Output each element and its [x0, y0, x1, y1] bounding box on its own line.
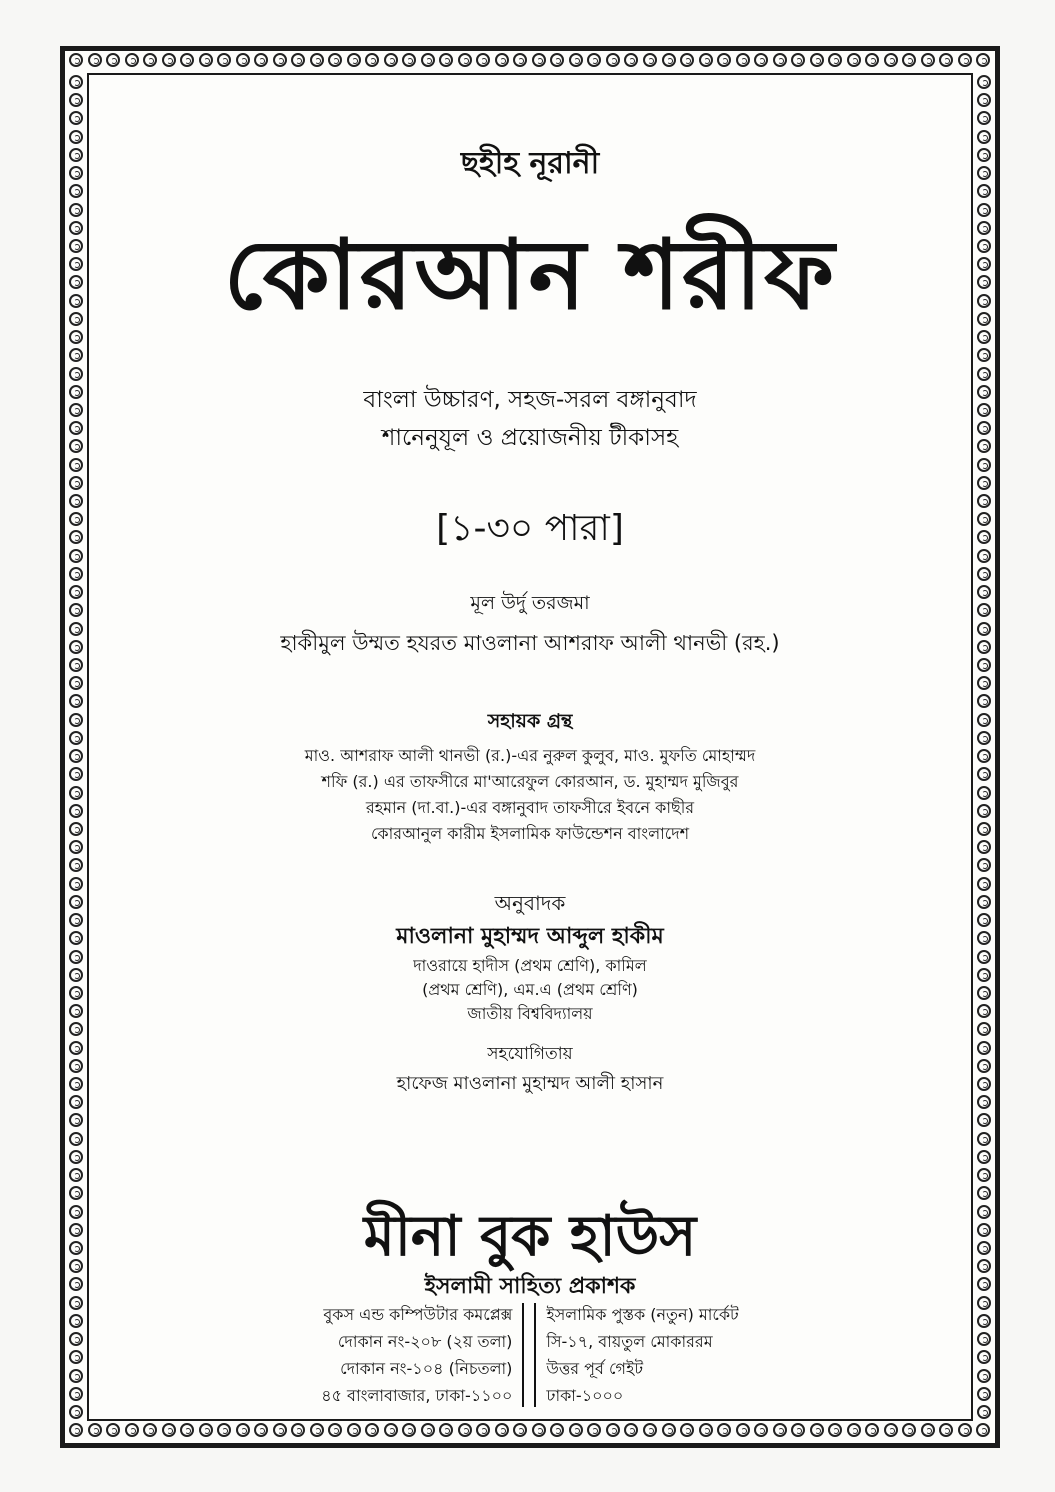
border-curl-ornament: [236, 1423, 250, 1437]
border-curl-ornament: [977, 330, 991, 344]
border-curl-ornament: [69, 1095, 83, 1109]
address-line: সি-১৭, বায়তুল মোকাররম: [546, 1332, 713, 1351]
border-curl-ornament: [977, 1259, 991, 1273]
border-curl-ornament: [958, 1423, 972, 1437]
border-curl-ornament: [69, 93, 83, 107]
border-curl-ornament: [791, 53, 805, 67]
border-curl-ornament: [810, 53, 824, 67]
border-curl-ornament: [69, 1387, 83, 1401]
border-curl-ornament: [69, 603, 83, 617]
border-curl-ornament: [476, 1423, 490, 1437]
reference-books-line: মাও. আশরাফ আলী থানভী (র.)-এর নুরুল কুলুব, মাও. মুফতি মোহাম্মদ: [304, 746, 756, 765]
border-curl-ornament: [624, 53, 638, 67]
publisher-address: [95, 1301, 965, 1409]
border-curl-ornament: [902, 1423, 916, 1437]
border-curl-ornament: [977, 585, 991, 599]
border-curl-ornament: [69, 858, 83, 872]
border-curl-ornament: [977, 257, 991, 271]
border-curl-ornament: [69, 1405, 83, 1419]
border-curl-ornament: [88, 53, 102, 67]
border-curl-ornament: [754, 53, 768, 67]
border-curl-ornament: [977, 767, 991, 781]
border-curl-ornament: [69, 1259, 83, 1273]
border-curl-ornament: [69, 275, 83, 289]
border-curl-ornament: [69, 203, 83, 217]
border-curl-ornament: [291, 53, 305, 67]
border-top: [65, 51, 995, 73]
border-curl-ornament: [513, 53, 527, 67]
border-curl-ornament: [69, 713, 83, 727]
border-curl-ornament: [977, 731, 991, 745]
border-curl-ornament: [958, 53, 972, 67]
border-curl-ornament: [199, 1423, 213, 1437]
border-curl-ornament: [977, 1277, 991, 1291]
border-curl-ornament: [69, 913, 83, 927]
border-curl-ornament: [88, 1423, 102, 1437]
border-curl-ornament: [977, 275, 991, 289]
publisher-tagline: ইসলামী সাহিত্য প্রকাশক: [424, 1274, 636, 1299]
address-line: দোকান নং-১০৪ (নিচতলা): [340, 1359, 513, 1378]
border-curl-ornament: [976, 1423, 990, 1437]
border-curl-ornament: [977, 1387, 991, 1401]
border-curl-ornament: [977, 75, 991, 89]
border-curl-ornament: [977, 512, 991, 526]
border-curl-ornament: [939, 53, 953, 67]
border-curl-ornament: [69, 968, 83, 982]
border-curl-ornament: [977, 203, 991, 217]
border-curl-ornament: [69, 1205, 83, 1219]
border-curl-ornament: [773, 53, 787, 67]
translator-qualification: (প্রথম শ্রেণি), এম.এ (প্রথম শ্রেণি): [422, 980, 638, 999]
address-line: ইসলামিক পুস্তক (নতুন) মার্কেট: [546, 1305, 739, 1324]
border-curl-ornament: [402, 1423, 416, 1437]
border-curl-ornament: [977, 804, 991, 818]
border-curl-ornament: [421, 1423, 435, 1437]
border-curl-ornament: [550, 1423, 564, 1437]
border-curl-ornament: [69, 786, 83, 800]
border-curl-ornament: [69, 1168, 83, 1182]
address-line: বুকস এন্ড কম্পিউটার কমপ্লেক্স: [323, 1305, 513, 1324]
border-curl-ornament: [69, 476, 83, 490]
border-curl-ornament: [328, 1423, 342, 1437]
border-curl-ornament: [273, 1423, 287, 1437]
border-curl-ornament: [606, 1423, 620, 1437]
border-curl-ornament: [532, 53, 546, 67]
border-curl-ornament: [977, 968, 991, 982]
border-curl-ornament: [977, 986, 991, 1000]
border-curl-ornament: [254, 53, 268, 67]
border-curl-ornament: [495, 1423, 509, 1437]
border-curl-ornament: [421, 53, 435, 67]
translator-qualification: দাওরায়ে হাদীস (প্রথম শ্রেণি), কামিল: [413, 956, 647, 975]
border-curl-ornament: [606, 53, 620, 67]
border-curl-ornament: [69, 166, 83, 180]
border-curl-ornament: [717, 53, 731, 67]
address-line: দোকান নং-২০৮ (২য় তলা): [337, 1332, 513, 1351]
border-curl-ornament: [977, 1077, 991, 1091]
border-curl-ornament: [977, 1022, 991, 1036]
border-curl-ornament: [69, 1223, 83, 1237]
border-curl-ornament: [69, 1332, 83, 1346]
border-curl-ornament: [69, 549, 83, 563]
border-curl-ornament: [69, 148, 83, 162]
border-curl-ornament: [587, 53, 601, 67]
border-curl-ornament: [402, 53, 416, 67]
border-curl-ornament: [69, 348, 83, 362]
border-curl-ornament: [977, 1314, 991, 1328]
border-curl-ornament: [865, 53, 879, 67]
border-curl-ornament: [699, 1423, 713, 1437]
cover-subtitle: ছহীহ নূরানী: [460, 146, 600, 181]
border-curl-ornament: [69, 622, 83, 636]
reference-books-label: সহায়ক গ্রন্থ: [487, 710, 573, 732]
border-curl-ornament: [69, 367, 83, 381]
border-curl-ornament: [69, 1059, 83, 1073]
border-curl-ornament: [162, 1423, 176, 1437]
border-curl-ornament: [69, 1423, 83, 1437]
border-curl-ornament: [69, 676, 83, 690]
border-curl-ornament: [199, 53, 213, 67]
border-curl-ornament: [106, 53, 120, 67]
border-curl-ornament: [977, 549, 991, 563]
border-curl-ornament: [977, 694, 991, 708]
border-curl-ornament: [69, 877, 83, 891]
border-curl-ornament: [550, 53, 564, 67]
border-curl-ornament: [384, 53, 398, 67]
border-curl-ornament: [977, 221, 991, 235]
address-line: ঢাকা-১০০০: [546, 1386, 624, 1405]
border-curl-ornament: [884, 1423, 898, 1437]
border-curl-ornament: [977, 1168, 991, 1182]
border-curl-ornament: [977, 367, 991, 381]
address-line: উত্তর পূর্ব গেইট: [546, 1359, 644, 1378]
reference-books-line: কোরআনুল কারীম ইসলামিক ফাউন্ডেশন বাংলাদেশ: [370, 824, 690, 843]
border-curl-ornament: [69, 640, 83, 654]
border-curl-ornament: [977, 658, 991, 672]
border-curl-ornament: [69, 111, 83, 125]
border-curl-ornament: [532, 1423, 546, 1437]
border-curl-ornament: [439, 1423, 453, 1437]
border-curl-ornament: [458, 1423, 472, 1437]
border-curl-ornament: [977, 1296, 991, 1310]
border-curl-ornament: [69, 494, 83, 508]
border-curl-ornament: [977, 603, 991, 617]
border-curl-ornament: [69, 986, 83, 1000]
border-curl-ornament: [977, 111, 991, 125]
border-curl-ornament: [273, 53, 287, 67]
border-curl-ornament: [254, 1423, 268, 1437]
border-curl-ornament: [977, 1405, 991, 1419]
border-curl-ornament: [847, 1423, 861, 1437]
border-curl-ornament: [977, 840, 991, 854]
border-curl-ornament: [977, 403, 991, 417]
border-curl-ornament: [977, 858, 991, 872]
border-curl-ornament: [69, 239, 83, 253]
border-curl-ornament: [476, 53, 490, 67]
border-curl-ornament: [977, 1041, 991, 1055]
address-line: ৪৫ বাংলাবাজার, ঢাকা-১১০০: [321, 1386, 513, 1405]
border-curl-ornament: [69, 1132, 83, 1146]
border-curl-ornament: [69, 895, 83, 909]
border-curl-ornament: [791, 1423, 805, 1437]
border-curl-ornament: [939, 1423, 953, 1437]
border-curl-ornament: [69, 1113, 83, 1127]
border-curl-ornament: [69, 1004, 83, 1018]
border-curl-ornament: [828, 53, 842, 67]
border-curl-ornament: [125, 1423, 139, 1437]
border-curl-ornament: [69, 1296, 83, 1310]
border-curl-ornament: [458, 53, 472, 67]
border-curl-ornament: [977, 1205, 991, 1219]
border-curl-ornament: [69, 1041, 83, 1055]
border-curl-ornament: [439, 53, 453, 67]
border-curl-ornament: [977, 950, 991, 964]
original-translation-author: হাকীমুল উম্মত হযরত মাওলানা আশরাফ আলী থানভী (রহ.): [280, 631, 780, 655]
border-curl-ornament: [69, 421, 83, 435]
border-curl-ornament: [921, 53, 935, 67]
border-curl-ornament: [69, 512, 83, 526]
border-curl-ornament: [69, 294, 83, 308]
border-curl-ornament: [180, 1423, 194, 1437]
border-curl-ornament: [69, 403, 83, 417]
border-curl-ornament: [977, 1059, 991, 1073]
border-curl-ornament: [977, 385, 991, 399]
border-curl-ornament: [977, 166, 991, 180]
border-curl-ornament: [977, 1186, 991, 1200]
border-curl-ornament: [977, 439, 991, 453]
border-curl-ornament: [680, 53, 694, 67]
border-curl-ornament: [977, 1241, 991, 1255]
border-curl-ornament: [69, 1077, 83, 1091]
border-curl-ornament: [69, 53, 83, 67]
border-curl-ornament: [69, 257, 83, 271]
border-left: [65, 73, 87, 1421]
border-curl-ornament: [69, 458, 83, 472]
border-curl-ornament: [977, 458, 991, 472]
border-curl-ornament: [977, 622, 991, 636]
cover-main-title: কোরআন শরীফ: [223, 219, 837, 331]
border-curl-ornament: [569, 1423, 583, 1437]
border-curl-ornament: [977, 294, 991, 308]
cover-content: [95, 81, 965, 1413]
border-curl-ornament: [828, 1423, 842, 1437]
border-curl-ornament: [236, 53, 250, 67]
translator-qualification: জাতীয় বিশ্ববিদ্যালয়: [467, 1004, 593, 1023]
border-curl-ornament: [347, 53, 361, 67]
border-curl-ornament: [736, 1423, 750, 1437]
border-curl-ornament: [977, 1223, 991, 1237]
border-curl-ornament: [643, 1423, 657, 1437]
border-curl-ornament: [921, 1423, 935, 1437]
border-curl-ornament: [69, 75, 83, 89]
border-curl-ornament: [69, 1150, 83, 1164]
border-curl-ornament: [977, 530, 991, 544]
border-curl-ornament: [69, 731, 83, 745]
border-curl-ornament: [977, 130, 991, 144]
border-curl-ornament: [977, 1332, 991, 1346]
border-curl-ornament: [217, 1423, 231, 1437]
border-curl-ornament: [847, 53, 861, 67]
border-curl-ornament: [976, 53, 990, 67]
translator-label: অনুবাদক: [494, 891, 566, 915]
border-curl-ornament: [384, 1423, 398, 1437]
border-curl-ornament: [69, 130, 83, 144]
border-curl-ornament: [736, 53, 750, 67]
border-curl-ornament: [69, 567, 83, 581]
border-curl-ornament: [69, 804, 83, 818]
border-curl-ornament: [662, 1423, 676, 1437]
address-left-column: [311, 1301, 522, 1409]
border-curl-ornament: [977, 676, 991, 690]
border-curl-ornament: [180, 53, 194, 67]
border-curl-ornament: [643, 53, 657, 67]
reference-books-line: শফি (র.) এর তাফসীরে মা'আরেফুল কোরআন, ড. মুহাম্মদ মুজিবুর: [321, 772, 739, 791]
border-curl-ornament: [977, 877, 991, 891]
border-curl-ornament: [69, 585, 83, 599]
border-curl-ornament: [69, 1022, 83, 1036]
border-curl-ornament: [495, 53, 509, 67]
border-curl-ornament: [69, 330, 83, 344]
border-curl-ornament: [977, 1150, 991, 1164]
border-curl-ornament: [69, 1186, 83, 1200]
border-curl-ornament: [310, 53, 324, 67]
border-curl-ornament: [865, 1423, 879, 1437]
border-curl-ornament: [977, 713, 991, 727]
border-curl-ornament: [977, 239, 991, 253]
border-curl-ornament: [125, 53, 139, 67]
border-curl-ornament: [69, 221, 83, 235]
border-curl-ornament: [977, 1132, 991, 1146]
border-curl-ornament: [365, 1423, 379, 1437]
border-curl-ornament: [977, 640, 991, 654]
border-curl-ornament: [977, 1095, 991, 1109]
border-curl-ornament: [977, 895, 991, 909]
border-curl-ornament: [69, 439, 83, 453]
border-curl-ornament: [977, 913, 991, 927]
border-curl-ornament: [69, 749, 83, 763]
border-curl-ornament: [69, 530, 83, 544]
border-curl-ornament: [69, 1350, 83, 1364]
para-range: [১-৩০ পারা]: [436, 508, 624, 549]
border-curl-ornament: [977, 1369, 991, 1383]
border-curl-ornament: [662, 53, 676, 67]
border-curl-ornament: [69, 950, 83, 964]
border-curl-ornament: [69, 1369, 83, 1383]
border-curl-ornament: [977, 1113, 991, 1127]
border-curl-ornament: [69, 385, 83, 399]
publisher-name: মীনা বুক হাউস: [363, 1204, 697, 1269]
border-curl-ornament: [977, 749, 991, 763]
border-curl-ornament: [977, 476, 991, 490]
border-curl-ornament: [143, 53, 157, 67]
border-curl-ornament: [977, 931, 991, 945]
border-curl-ornament: [977, 93, 991, 107]
border-curl-ornament: [69, 822, 83, 836]
border-curl-ornament: [977, 148, 991, 162]
border-curl-ornament: [977, 184, 991, 198]
border-curl-ornament: [977, 822, 991, 836]
border-curl-ornament: [365, 53, 379, 67]
border-curl-ornament: [587, 1423, 601, 1437]
border-curl-ornament: [773, 1423, 787, 1437]
cooperation-label: সহযোগিতায়: [487, 1044, 573, 1064]
border-curl-ornament: [717, 1423, 731, 1437]
border-curl-ornament: [69, 184, 83, 198]
border-curl-ornament: [977, 348, 991, 362]
border-curl-ornament: [143, 1423, 157, 1437]
address-divider: [522, 1303, 536, 1407]
original-translation-label: মূল উর্দু তরজমা: [470, 592, 590, 614]
border-curl-ornament: [69, 312, 83, 326]
border-curl-ornament: [217, 53, 231, 67]
border-curl-ornament: [69, 931, 83, 945]
cover-description-line2: শানেনুযূল ও প্রয়োজনীয় টীকাসহ: [381, 425, 679, 451]
decorative-frame: [60, 46, 1000, 1448]
border-curl-ornament: [754, 1423, 768, 1437]
border-curl-ornament: [977, 786, 991, 800]
border-curl-ornament: [513, 1423, 527, 1437]
border-curl-ornament: [977, 494, 991, 508]
border-curl-ornament: [569, 53, 583, 67]
reference-books-line: রহমান (দা.বা.)-এর বঙ্গানুবাদ তাফসীরে ইবনে কাছীর: [365, 798, 695, 817]
border-curl-ornament: [624, 1423, 638, 1437]
border-curl-ornament: [884, 53, 898, 67]
border-curl-ornament: [977, 312, 991, 326]
border-curl-ornament: [69, 1314, 83, 1328]
border-curl-ornament: [977, 567, 991, 581]
border-curl-ornament: [810, 1423, 824, 1437]
border-bottom: [65, 1421, 995, 1443]
border-curl-ornament: [977, 421, 991, 435]
border-curl-ornament: [902, 53, 916, 67]
border-curl-ornament: [69, 767, 83, 781]
border-curl-ornament: [69, 694, 83, 708]
border-curl-ornament: [69, 658, 83, 672]
translator-name: মাওলানা মুহাম্মদ আব্দুল হাকীম: [396, 924, 664, 949]
border-curl-ornament: [699, 53, 713, 67]
border-curl-ornament: [328, 53, 342, 67]
border-curl-ornament: [162, 53, 176, 67]
border-curl-ornament: [69, 1241, 83, 1255]
border-curl-ornament: [69, 840, 83, 854]
border-curl-ornament: [680, 1423, 694, 1437]
cover-description-line1: বাংলা উচ্চারণ, সহজ-সরল বঙ্গানুবাদ: [363, 387, 697, 413]
border-curl-ornament: [977, 1350, 991, 1364]
border-curl-ornament: [977, 1004, 991, 1018]
border-curl-ornament: [347, 1423, 361, 1437]
border-curl-ornament: [69, 1277, 83, 1291]
address-right-column: [536, 1301, 748, 1409]
border-curl-ornament: [310, 1423, 324, 1437]
border-curl-ornament: [291, 1423, 305, 1437]
border-curl-ornament: [106, 1423, 120, 1437]
cooperation-name: হাফেজ মাওলানা মুহাম্মদ আলী হাসান: [396, 1073, 664, 1094]
border-right: [973, 73, 995, 1421]
